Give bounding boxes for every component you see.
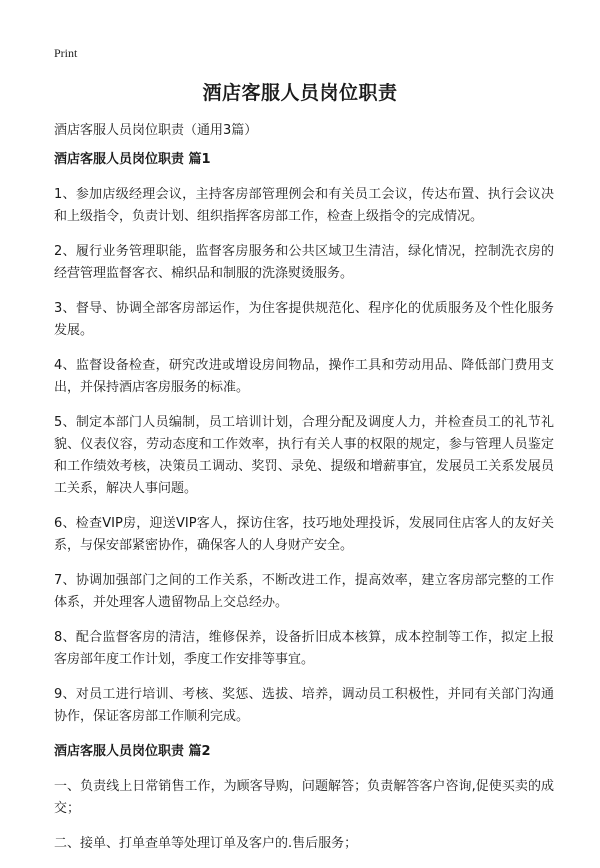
paragraph: 2、履行业务管理职能，监督客房服务和公共区域卫生清洁，绿化情况，控制洗衣房的经营管理监督客衣、棉织品和制服的洗涤熨烫服务。 xyxy=(54,244,554,281)
paragraph: 二、接单、打单查单等处理订单及客户的.售后服务； xyxy=(54,836,358,851)
paragraph: 9、对员工进行培训、考核、奖惩、选拔、培养，调动员工积极性，并同有关部门沟通协作，保证客房部工作顺利完成。 xyxy=(54,687,554,724)
section-heading: 酒店客服人员岗位职责 篇2 xyxy=(54,744,211,759)
paragraph: 8、配合监督客房的清洁，维修保养，设备折旧成本核算，成本控制等工作，拟定上报客房部年度工作计划，季度工作安排等事宜。 xyxy=(54,630,554,667)
document-subtitle: 酒店客服人员岗位职责（通用3篇） xyxy=(54,123,258,138)
paragraph: 1、参加店级经理会议，主持客房部管理例会和有关员工会议，传达布置、执行会议决和上级指令，负责计划、组织指挥客房部工作，检查上级指令的完成情况。 xyxy=(54,187,554,224)
print-label: Print xyxy=(54,46,78,60)
section-heading: 酒店客服人员岗位职责 篇1 xyxy=(54,152,211,167)
document-body xyxy=(54,149,554,868)
paragraph: 7、协调加强部门之间的工作关系，不断改进工作，提高效率，建立客房部完整的工作体系，并处理客人遗留物品上交总经办。 xyxy=(54,573,554,610)
paragraph: 一、负责线上日常销售工作，为顾客导购，问题解答；负责解答客户咨询,促使买卖的成交； xyxy=(54,779,554,816)
paragraph: 6、检查VIP房，迎送VIP客人，探访住客，技巧地处理投诉，发展同住店客人的友好关系，与保安部紧密协作，确保客人的人身财产安全。 xyxy=(54,516,554,553)
page-title: 酒店客服人员岗位职责 xyxy=(202,82,398,104)
paragraph: 4、监督设备检查，研究改进或增设房间物品，操作工具和劳动用品、降低部门费用支出，并保持酒店客房服务的标准。 xyxy=(54,358,554,395)
paragraph: 5、制定本部门人员编制，员工培训计划，合理分配及调度人力，并检查员工的礼节礼貌、仪表仪容，劳动态度和工作效率，执行有关人事的权限的规定，参与管理人员鉴定和工作绩效考核，决策员工调动、奖罚、录免、提级和增薪事宜，发展员工关系发展员工关系，解决人事问题。 xyxy=(54,415,554,496)
paragraph: 3、督导、协调全部客房部运作，为住客提供规范化、程序化的优质服务及个性化服务发展。 xyxy=(54,301,554,338)
